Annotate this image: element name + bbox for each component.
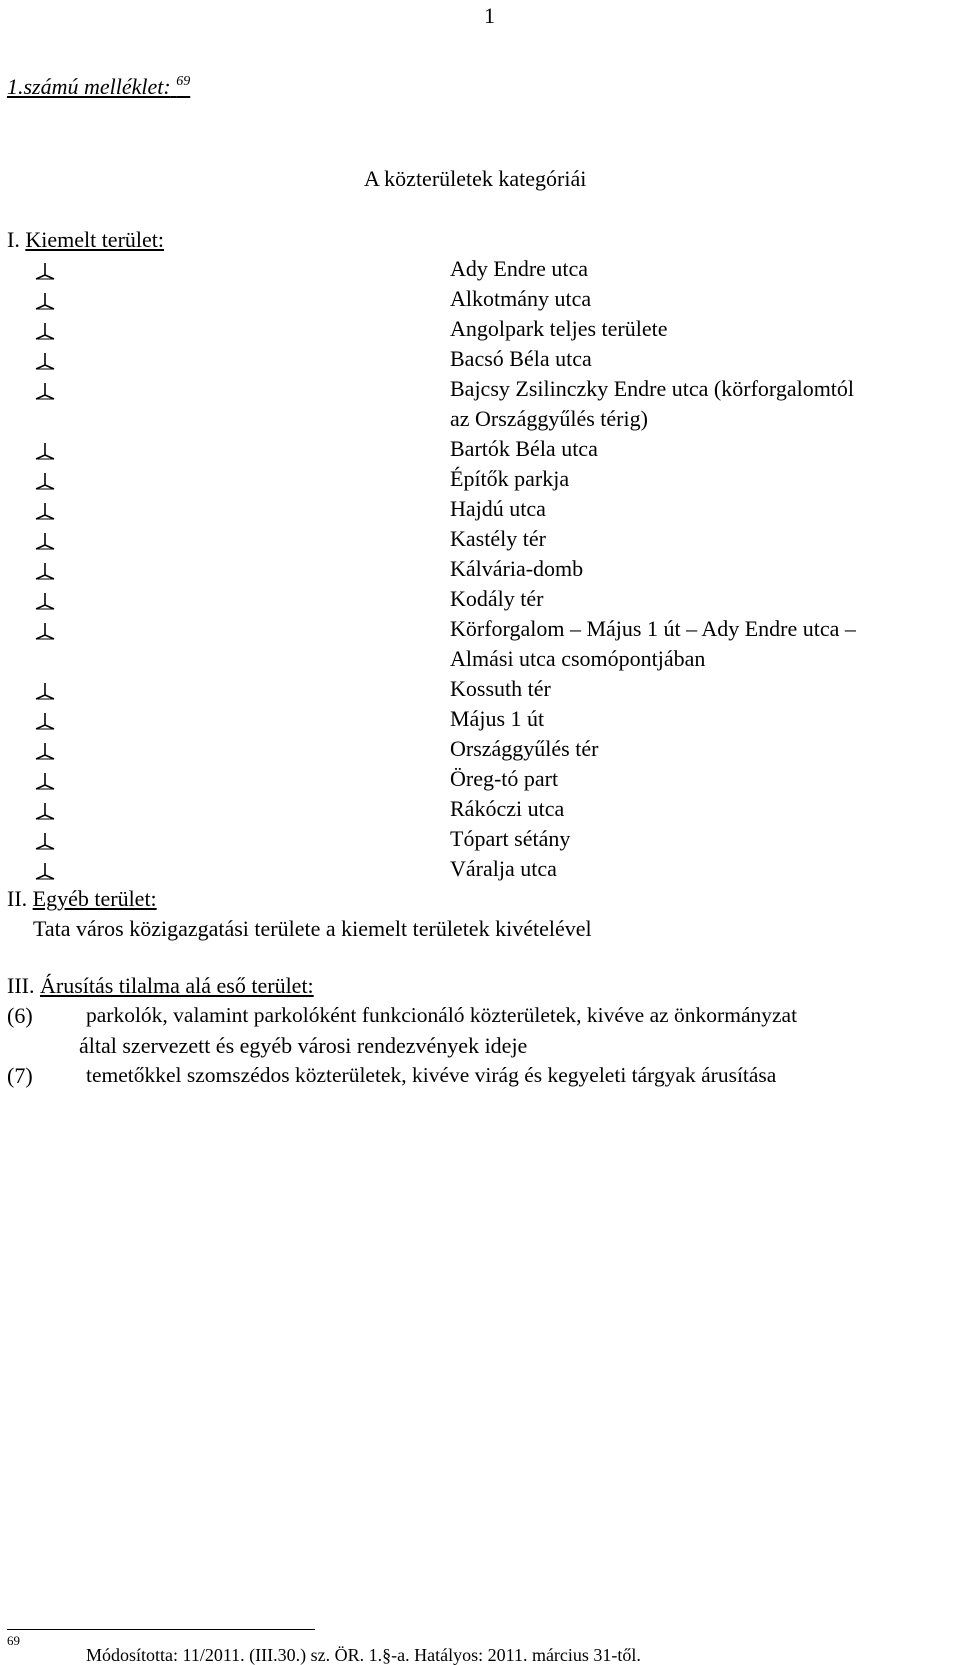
section1-list-item: Kodály tér (450, 586, 544, 611)
section1-list-item: Körforgalom – Május 1 út – Ady Endre utca – (450, 616, 856, 641)
triangle-bullet-icon (33, 741, 57, 765)
section3-item-label: (6) (7, 1003, 33, 1028)
footnote-separator (7, 1629, 315, 1630)
triangle-bullet-icon (33, 351, 57, 375)
triangle-bullet-icon (33, 771, 57, 795)
section1-list-item: Bartók Béla utca (450, 436, 598, 461)
section1-list-item: Országgyűlés tér (450, 736, 599, 761)
annex-title (7, 75, 190, 98)
triangle-bullet-icon (33, 621, 57, 645)
footnote-marker: 69 (7, 1633, 20, 1648)
section1-list-item: Bacsó Béla utca (450, 346, 592, 371)
section1-list-item: Kossuth tér (450, 676, 551, 701)
triangle-bullet-icon (33, 261, 57, 285)
section3-item-line: temetőkkel szomszédos közterületek, kivéve virág és kegyeleti tárgyak árusítása (86, 1063, 777, 1087)
triangle-bullet-icon (33, 291, 57, 315)
triangle-bullet-icon (33, 471, 57, 495)
section1-list-item: Rákóczi utca (450, 796, 565, 821)
section1-number: I. (7, 227, 20, 252)
triangle-bullet-icon (33, 561, 57, 585)
document-title: A közterületek kategóriái (364, 166, 587, 191)
section1-list-item: Alkotmány utca (450, 286, 592, 311)
section1-list-item: Almási utca csomópontjában (450, 646, 706, 671)
section1-list-item: Váralja utca (450, 856, 557, 881)
triangle-bullet-icon (33, 711, 57, 735)
section2-number: II. (7, 886, 28, 911)
section1-list-item: Május 1 út (450, 706, 545, 731)
section1-heading-text: Kiemelt terület: (25, 227, 164, 252)
page-number: 1 (484, 3, 495, 28)
section1-list-item: Bajcsy Zsilinczky Endre utca (körforgalomtól (450, 376, 855, 401)
footnote-text: Módosította: 11/2011. (III.30.) sz. ÖR. 1.§-a. Hatályos: 2011. március 31-től. (86, 1645, 641, 1665)
section1-list-item: Hajdú utca (450, 496, 546, 521)
section3-item-line: parkolók, valamint parkolóként funkcionáló közterületek, kivéve az önkormányzat (86, 1003, 798, 1027)
section3-item-line: által szervezett és egyéb városi rendezvények ideje (79, 1033, 528, 1058)
section1-list-item: Tópart sétány (450, 826, 571, 851)
section2-heading-text: Egyéb terület: (32, 886, 157, 911)
section3-number: III. (7, 973, 35, 998)
triangle-bullet-icon (33, 501, 57, 525)
section1-list-item: az Országgyűlés térig) (450, 406, 648, 431)
section1-list-item: Kastély tér (450, 526, 546, 551)
section1-list-item: Ady Endre utca (450, 256, 589, 281)
triangle-bullet-icon (33, 831, 57, 855)
triangle-bullet-icon (33, 441, 57, 465)
section1-list-item: Öreg-tó part (450, 766, 559, 791)
section1-list-item: Kálvária-domb (450, 556, 584, 581)
triangle-bullet-icon (33, 591, 57, 615)
section3-heading-text: Árusítás tilalma alá eső terület: (39, 973, 314, 998)
triangle-bullet-icon (33, 381, 57, 405)
triangle-bullet-icon (33, 531, 57, 555)
section3-item-label: (7) (7, 1063, 33, 1088)
section2-heading (7, 888, 157, 910)
triangle-bullet-icon (33, 861, 57, 885)
annex-footnote-ref: 69 (176, 74, 191, 89)
section1-list-item: Építők parkja (450, 466, 570, 491)
triangle-bullet-icon (33, 801, 57, 825)
triangle-bullet-icon (33, 321, 57, 345)
section1-list-item: Angolpark teljes területe (450, 316, 668, 341)
section1-heading (7, 229, 164, 251)
annex-title-text: 1.számú melléklet: (7, 74, 171, 99)
section3-heading (7, 975, 314, 997)
triangle-bullet-icon (33, 681, 57, 705)
section2-text: Tata város közigazgatási területe a kiemelt területek kivételével (33, 916, 592, 941)
